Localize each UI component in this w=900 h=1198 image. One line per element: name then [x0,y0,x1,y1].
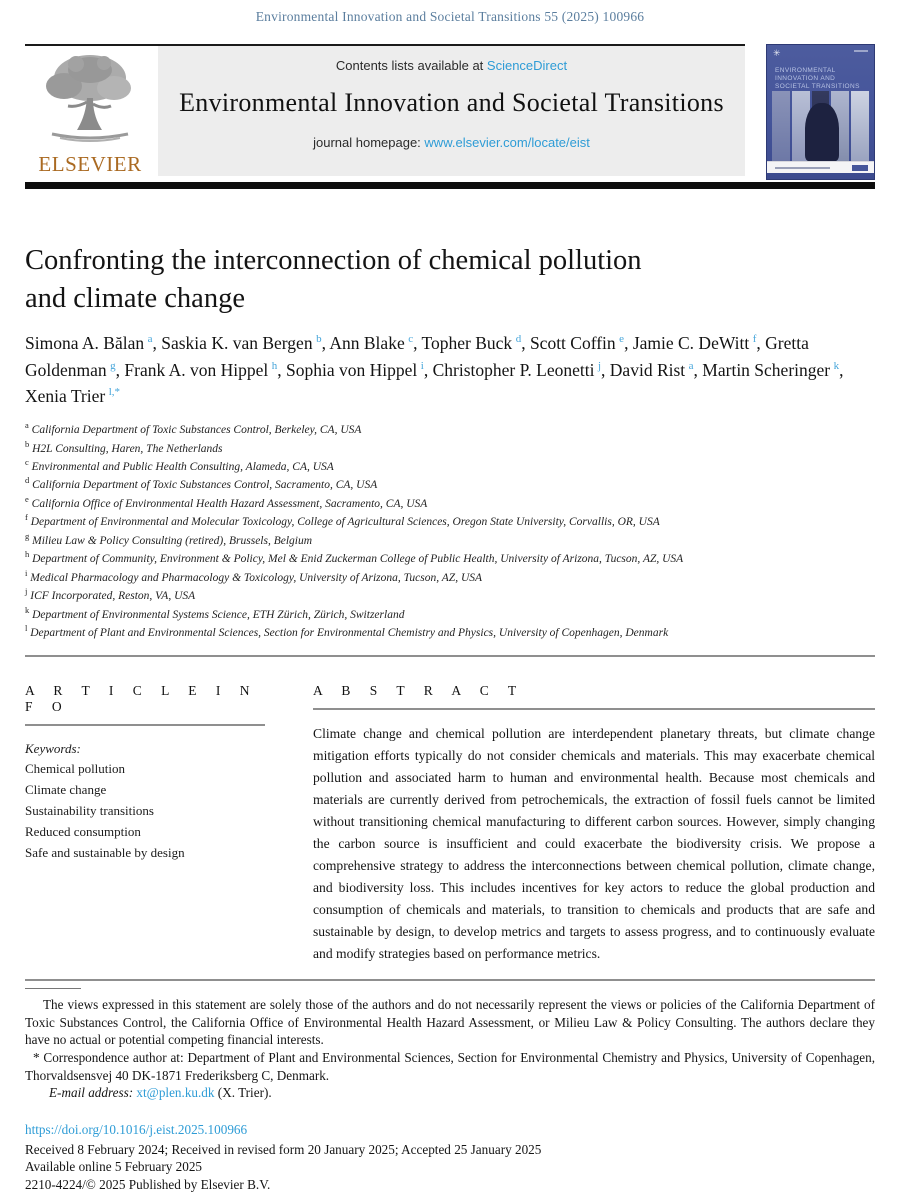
affiliation-line: $^f$ Department of Environmental and Molecular Toxicology, College of Agricultural Sciences, Oregon State University, Corvallis, OR, USA [25,512,660,529]
affiliation-superscript: b [25,438,30,449]
affiliation-superscript: g [25,530,30,541]
article-info-rule [25,724,265,726]
author-list [25,330,875,410]
cover-strip [851,91,869,161]
cover-footer-text-line [775,167,830,169]
elsevier-wordmark: ELSEVIER [38,152,142,176]
running-head-citation[interactable]: Environmental Innovation and Societal Transitions 55 (2025) 100966 [255,9,645,24]
cover-volume-mark [854,50,868,52]
journal-banner [158,46,745,176]
article-footer-block [25,1121,875,1193]
affiliation-superscript: e [25,493,29,504]
correspondence-footnote: * Correspondence author at: Department of Plant and Environmental Sciences, Section for Environmental Chemistry and Physics, University of Copenhagen, Thorvaldsensvej 40 DK-1871 Frederiksberg C, Denmark. [25,1050,875,1083]
author-name: Jamie C. DeWitt $^f$, [632,332,766,353]
affiliation-superscript: d [25,475,30,486]
keywords-label: Keywords: [25,740,81,756]
affiliation-line: $^e$ California Office of Environmental Health Hazard Assessment, Sacramento, CA, USA [25,493,428,510]
cover-journal-title: ENVIRONMENTAL INNOVATION AND SOCIETAL TRANSITIONS [775,67,860,90]
keyword: Chemical pollution [25,761,126,777]
received-dates-line: Received 8 February 2024; Received in revised form 20 January 2025; Accepted 25 January 2025 [25,1141,542,1157]
author-affiliation-superscript[interactable]: a [688,359,694,372]
footnotes-block [25,988,875,1102]
homepage-line [158,135,745,150]
author-affiliation-superscript[interactable]: l,* [108,386,121,399]
author-name: Ann Blake $^c$, [329,332,422,353]
author-name: Saskia K. van Bergen $^b$, [161,332,330,353]
author-affiliation-superscript[interactable]: i [420,359,424,372]
email-suffix: (X. Trier). [214,1085,272,1101]
footnote-separator-rule [25,988,81,989]
keyword: Sustainability transitions [25,802,154,818]
keyword: Reduced consumption [25,823,141,839]
keywords-block [25,739,265,864]
homepage-label: journal homepage: [313,135,425,150]
affiliation-superscript: j [25,586,28,597]
cover-logo-icon: ✳ [773,48,781,58]
affiliation-line: $^i$ Medical Pharmacology and Pharmacology & Toxicology, University of Arizona, Tucson, AZ, USA [25,567,483,584]
elsevier-logo [25,50,155,178]
keyword: Climate change [25,782,107,798]
contents-list-line [158,58,745,73]
sciencedirect-link[interactable]: ScienceDirect [486,58,568,73]
affiliation-superscript: i [25,567,28,578]
author-affiliation-superscript[interactable]: g [110,359,116,372]
cover-footer-strip [767,161,874,173]
keyword: Safe and sustainable by design [25,844,185,860]
author-name: Xenia Trier $^{l,*}$ [25,386,121,407]
author-name: Topher Buck $^d$, [421,332,530,353]
affiliation-superscript: l [25,623,28,634]
abstract-heading: A B S T R A C T [313,682,521,698]
email-footnote [25,1084,875,1102]
author-affiliation-superscript[interactable]: a [147,332,153,345]
email-link[interactable]: xt@plen.ku.dk [136,1085,215,1101]
elsevier-tree-icon [38,50,142,150]
abstract-text: Climate change and chemical pollution are interdependent planetary threats, but climate change mitigation efforts typically do not consider chemicals and materials. This may exacerbate chemical pollution and associated harm to human and environmental health. Because most chemicals and materials are currently derived from petrochemicals, the extraction of fossil fuels cannot be limited without transitioning chemical manufacturing to different carbon sources. However, simply changing the carbon source is insufficient and could exacerbate the biodiversity crisis. We propose a comprehensive strategy to address the interconnections between chemical pollution, climate change, and biodiversity loss. This includes incentives for key actors to reduce the global production and consumption of chemicals and materials, to transition to chemicals and products that are safe and sustainable by design, to develop metrics and targets to assess progress, and to continuously evaluate and modify strategies based on performance metrics. [313,725,875,961]
cover-silhouette [805,103,839,161]
author-name: Gretta Goldenman $^g$, [25,332,809,380]
affiliation-superscript: h [25,549,30,560]
affiliation-superscript: a [25,420,29,431]
author-name: Christopher P. Leonetti $^j$, [432,359,610,380]
author-affiliation-superscript[interactable]: c [408,332,414,345]
author-affiliation-superscript[interactable]: e [619,332,625,345]
journal-header-band [25,44,875,194]
header-thick-rule [25,182,875,189]
author-affiliation-superscript[interactable]: j [597,359,602,372]
author-name: Scott Coffin $^e$, [529,332,633,353]
affiliation-line: $^l$ Department of Plant and Environmental Sciences, Section for Environmental Chemistry and Physics, University of Copenhagen, Denmark [25,623,669,639]
author-name: David Rist $^a$, [609,359,703,380]
affiliation-line: $^k$ Department of Environmental Systems Science, ETH Zürich, Zürich, Switzerland [25,604,405,621]
author-name: Simona A. Bălan $^a$, [25,332,162,353]
cover-strip [772,91,790,161]
affiliation-superscript: k [25,604,30,615]
available-online-line: Available online 5 February 2025 [25,1159,203,1175]
affiliation-line: $^h$ Department of Community, Environment & Policy, Mel & Enid Zuckerman College of Public Health, University of Arizona, Tucson, AZ, USA [25,549,684,566]
author-name: Frank A. von Hippel $^h$, [124,359,287,380]
affiliation-list [25,420,875,641]
article-title: Confronting the interconnection of chemical pollution and climate change [25,245,642,314]
email-label: E-mail address: [49,1085,134,1101]
article-info-heading: A R T I C L E I N F O [25,682,255,714]
affiliation-line: $^d$ California Department of Toxic Substances Control, Sacramento, CA, USA [25,475,378,492]
affiliation-line: $^b$ H2L Consulting, Haren, The Netherlands [25,438,223,455]
affiliation-superscript: f [25,512,28,523]
journal-title: Environmental Innovation and Societal Transitions [179,88,724,117]
abstract-bottom-rule [25,979,875,981]
author-name: Martin Scheringer $^k$, [702,359,844,380]
affiliation-line: $^c$ Environmental and Public Health Consulting, Alameda, CA, USA [25,456,334,473]
disclaimer-footnote: The views expressed in this statement are solely those of the authors and do not necessarily represent the views or policies of the California Department of Toxic Substances Control, the California Office of Environmental Health Hazard Assessment, or Milieu Law & Policy Consulting. The authors declare they have no actual or potential competing financial interests. [25,997,875,1048]
author-affiliation-superscript[interactable]: b [316,332,322,345]
affiliation-line: $^j$ ICF Incorporated, Reston, VA, USA [25,586,196,602]
keywords-list [25,759,265,863]
affiliation-line: $^a$ California Department of Toxic Substances Control, Berkeley, CA, USA [25,420,362,436]
abstract-column [313,657,875,965]
doi-link[interactable]: https://doi.org/10.1016/j.eist.2025.100966 [25,1122,248,1137]
issn-copyright-line: 2210-4224/© 2025 Published by Elsevier B.V. [25,1176,271,1192]
abstract-rule [313,708,875,710]
homepage-link[interactable]: www.elsevier.com/locate/eist [424,135,590,150]
affiliation-line: $^g$ Milieu Law & Policy Consulting (retired), Brussels, Belgium [25,530,313,547]
author-affiliation-superscript[interactable]: d [515,332,522,345]
article-info-column [25,657,265,965]
author-affiliation-superscript[interactable]: f [752,332,757,345]
author-affiliation-superscript[interactable]: k [833,359,840,372]
cover-footer-logo-box [852,165,868,171]
author-name: Sophia von Hippel $^i$, [286,359,433,380]
affiliation-superscript: c [25,456,29,467]
author-affiliation-superscript[interactable]: h [271,359,278,372]
journal-cover-thumbnail [766,44,875,180]
contents-prefix: Contents lists available at [335,58,487,73]
info-abstract-columns [25,657,875,965]
